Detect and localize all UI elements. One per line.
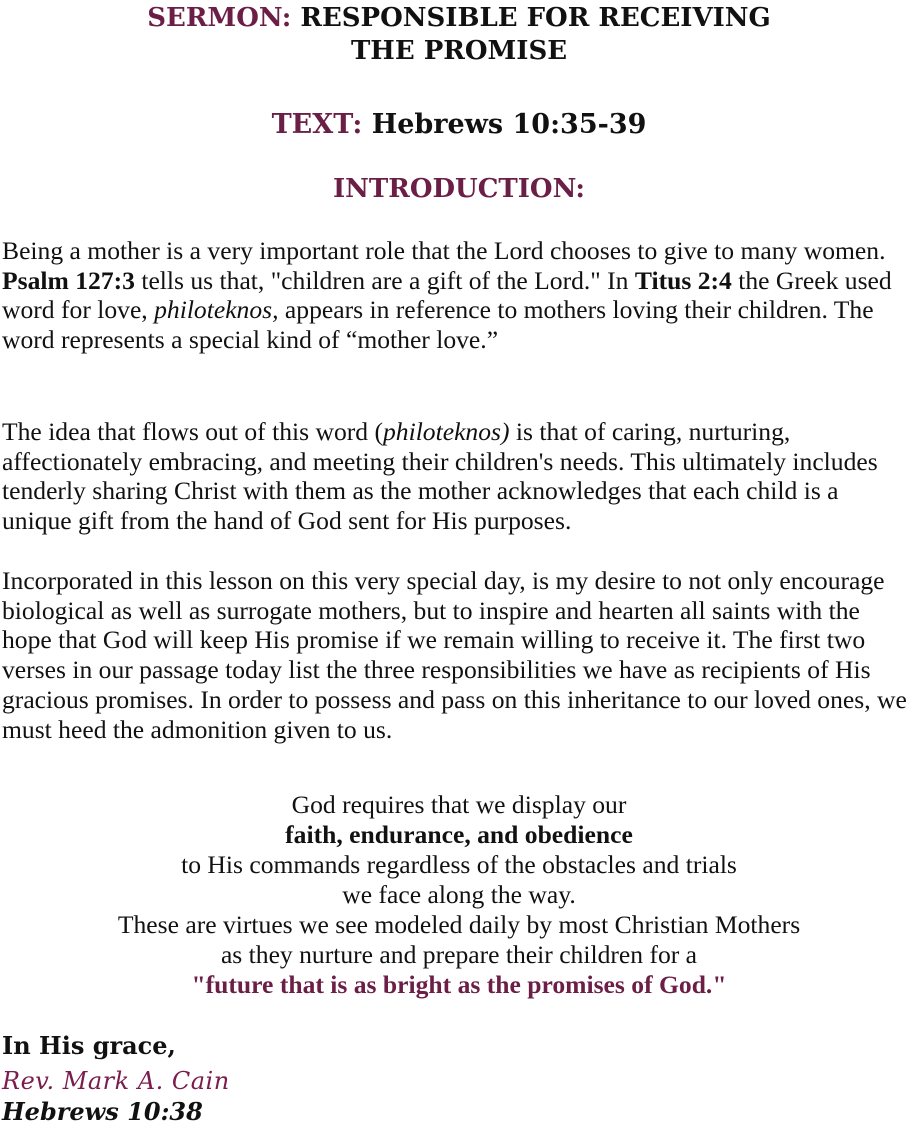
sermon-label: SERMON: [147, 3, 292, 33]
exhortation-line: to His commands regardless of the obstacles and trials [181, 850, 737, 879]
exhortation-line: These are virtues we see modeled daily by most Christian Mothers [117, 910, 801, 939]
titus-reference: Titus 2:4 [634, 265, 732, 295]
paragraph-lesson: Incorporated in this lesson on this very special day, is my desire to not only encourage biological as well as surrogate mothers, but to inspire and hearten all saints with the hope that God will keep His promise if we remain willing to receive it. The first two verses in our passage today list the three responsibilities we have as recipients of His gracious promises. In order to possess and pass on this inheritance to our loved ones, we must heed the admonition given to us. [2, 566, 907, 744]
closing-quote: "future that is as bright as the promises of God." [191, 970, 727, 999]
exhortation-line: God requires that we display our [291, 790, 627, 819]
psalm-reference: Psalm 127:3 [2, 265, 135, 295]
text-reference: Hebrews 10:35-39 [371, 109, 647, 140]
text-label: TEXT: [271, 109, 363, 140]
greek-word: philoteknos, [154, 295, 279, 325]
signature-reference: Hebrews 10:38 [2, 1097, 203, 1126]
virtues-line: faith, endurance, and obedience [285, 820, 633, 849]
author-signature: Rev. Mark A. Cain [2, 1067, 230, 1095]
exhortation-line: we face along the way. [342, 880, 576, 909]
sermon-title [0, 2, 918, 68]
exhortation-line: as they nurture and prepare their children for a [220, 940, 698, 969]
paragraph-philoteknos: The idea that flows out of this word (philoteknos) is that of caring, nurturing, affectionately embracing, and meeting their children's needs. This ultimately includes tenderly sharing Christ with them as the mother acknowledges that each child is a unique gift from the hand of God sent for His purposes. [2, 417, 878, 536]
introduction-heading: INTRODUCTION: [332, 174, 586, 204]
sermon-title-line2: THE PROMISE [350, 36, 568, 66]
greek-word: philoteknos) [382, 417, 510, 446]
scripture-text-heading [0, 107, 918, 143]
sermon-title-line1: RESPONSIBLE FOR RECEIVING [300, 3, 771, 33]
centered-exhortation [0, 790, 918, 1000]
closing-salutation: In His grace, [2, 1031, 176, 1060]
paragraph-mother-role: Being a mother is a very important role that the Lord chooses to give to many women. Psalm 127:3 tells us that, "children are a gift of the Lord." In Titus 2:4 the Greek used word for love, philoteknos, appears in reference to mothers loving their children. The word represents a special kind of “mother love.” [2, 236, 892, 355]
